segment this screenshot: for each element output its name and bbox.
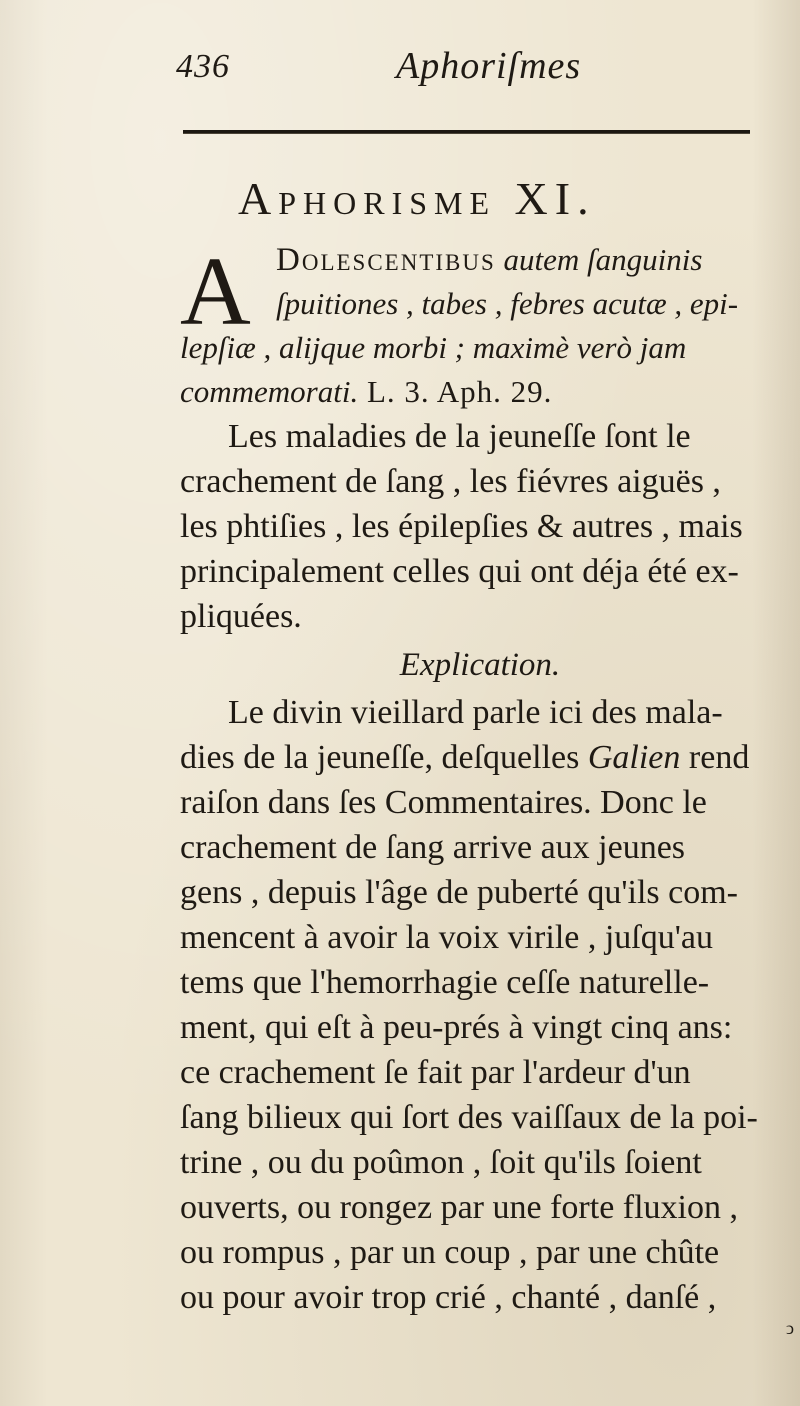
drop-cap: A <box>180 238 251 346</box>
latin-lead-word: Dolescentibus <box>276 242 496 278</box>
body-text <box>180 238 760 1320</box>
aphorism-reference: L. 3. Aph. 29. <box>358 374 553 409</box>
french-translation <box>180 414 760 639</box>
galien-name: Galien <box>587 739 681 776</box>
running-title: Aphoriſmes <box>396 45 582 87</box>
explication-line-2-end: rend <box>680 739 750 776</box>
margin-mark: ↄ <box>786 1318 794 1338</box>
translation-line: pliquées. <box>180 598 302 635</box>
explication-line-2-start: dies de la jeuneſſe, deſquelles <box>180 739 588 776</box>
latin-aphorism <box>180 238 760 414</box>
explication-line: mencent à avoir la voix virile , juſqu'au <box>180 919 713 956</box>
explication-line <box>180 735 760 780</box>
running-head <box>176 40 756 100</box>
translation-line: principalement celles qui ont déja été ex- <box>180 553 739 590</box>
explication-line: ſang bilieux qui ſort des vaiſſaux de la poi- <box>180 1099 758 1136</box>
explication-line: crachement de ſang arrive aux jeunes <box>180 829 686 866</box>
page-number: 436 <box>176 48 230 85</box>
explication-line: trine , ou du poûmon , ſoit qu'ils ſoient <box>180 1144 702 1181</box>
translation-line: Les maladies de la jeuneſſe ſont le <box>228 418 691 455</box>
explication-line: ment, qui eſt à peu-prés à vingt cinq ans: <box>180 1009 733 1046</box>
latin-line-1-rest: autem ſanguinis <box>495 242 703 277</box>
aphorism-heading: Aphorisme XI. <box>238 173 596 224</box>
latin-line-4 <box>180 370 760 414</box>
latin-line-3: lepſiæ , alijque morbi ; maximè verò jam <box>180 330 687 365</box>
explication-line: tems que l'hemorrhagie ceſſe naturelle- <box>180 964 710 1001</box>
explication-line: raiſon dans ſes Commentaires. Donc le <box>180 784 707 821</box>
translation-line: les phtiſies , les épilepſies & autres , mais <box>180 508 743 545</box>
explication-line: ce crachement ſe fait par l'ardeur d'un <box>180 1054 691 1091</box>
explication-line: ou pour avoir trop crié , chanté , danſé , <box>180 1279 717 1316</box>
explication-text <box>180 690 760 1320</box>
translation-line: crachement de ſang , les fiévres aiguës , <box>180 463 721 500</box>
explication-line: ou rompus , par un coup , par une chûte <box>180 1234 720 1271</box>
section-title: Explication. <box>399 647 561 683</box>
explication-line: ouverts, ou rongez par une forte fluxion , <box>180 1189 738 1226</box>
explication-line: Le divin vieillard parle ici des mala- <box>228 694 723 731</box>
explication-line: gens , depuis l'âge de puberté qu'ils com- <box>180 874 738 911</box>
latin-line-2: ſpuitiones , tabes , febres acutæ , epi- <box>276 286 739 321</box>
header-rule <box>183 130 750 134</box>
latin-line-4-text: commemorati. <box>180 374 359 409</box>
latin-line-1 <box>180 238 760 282</box>
